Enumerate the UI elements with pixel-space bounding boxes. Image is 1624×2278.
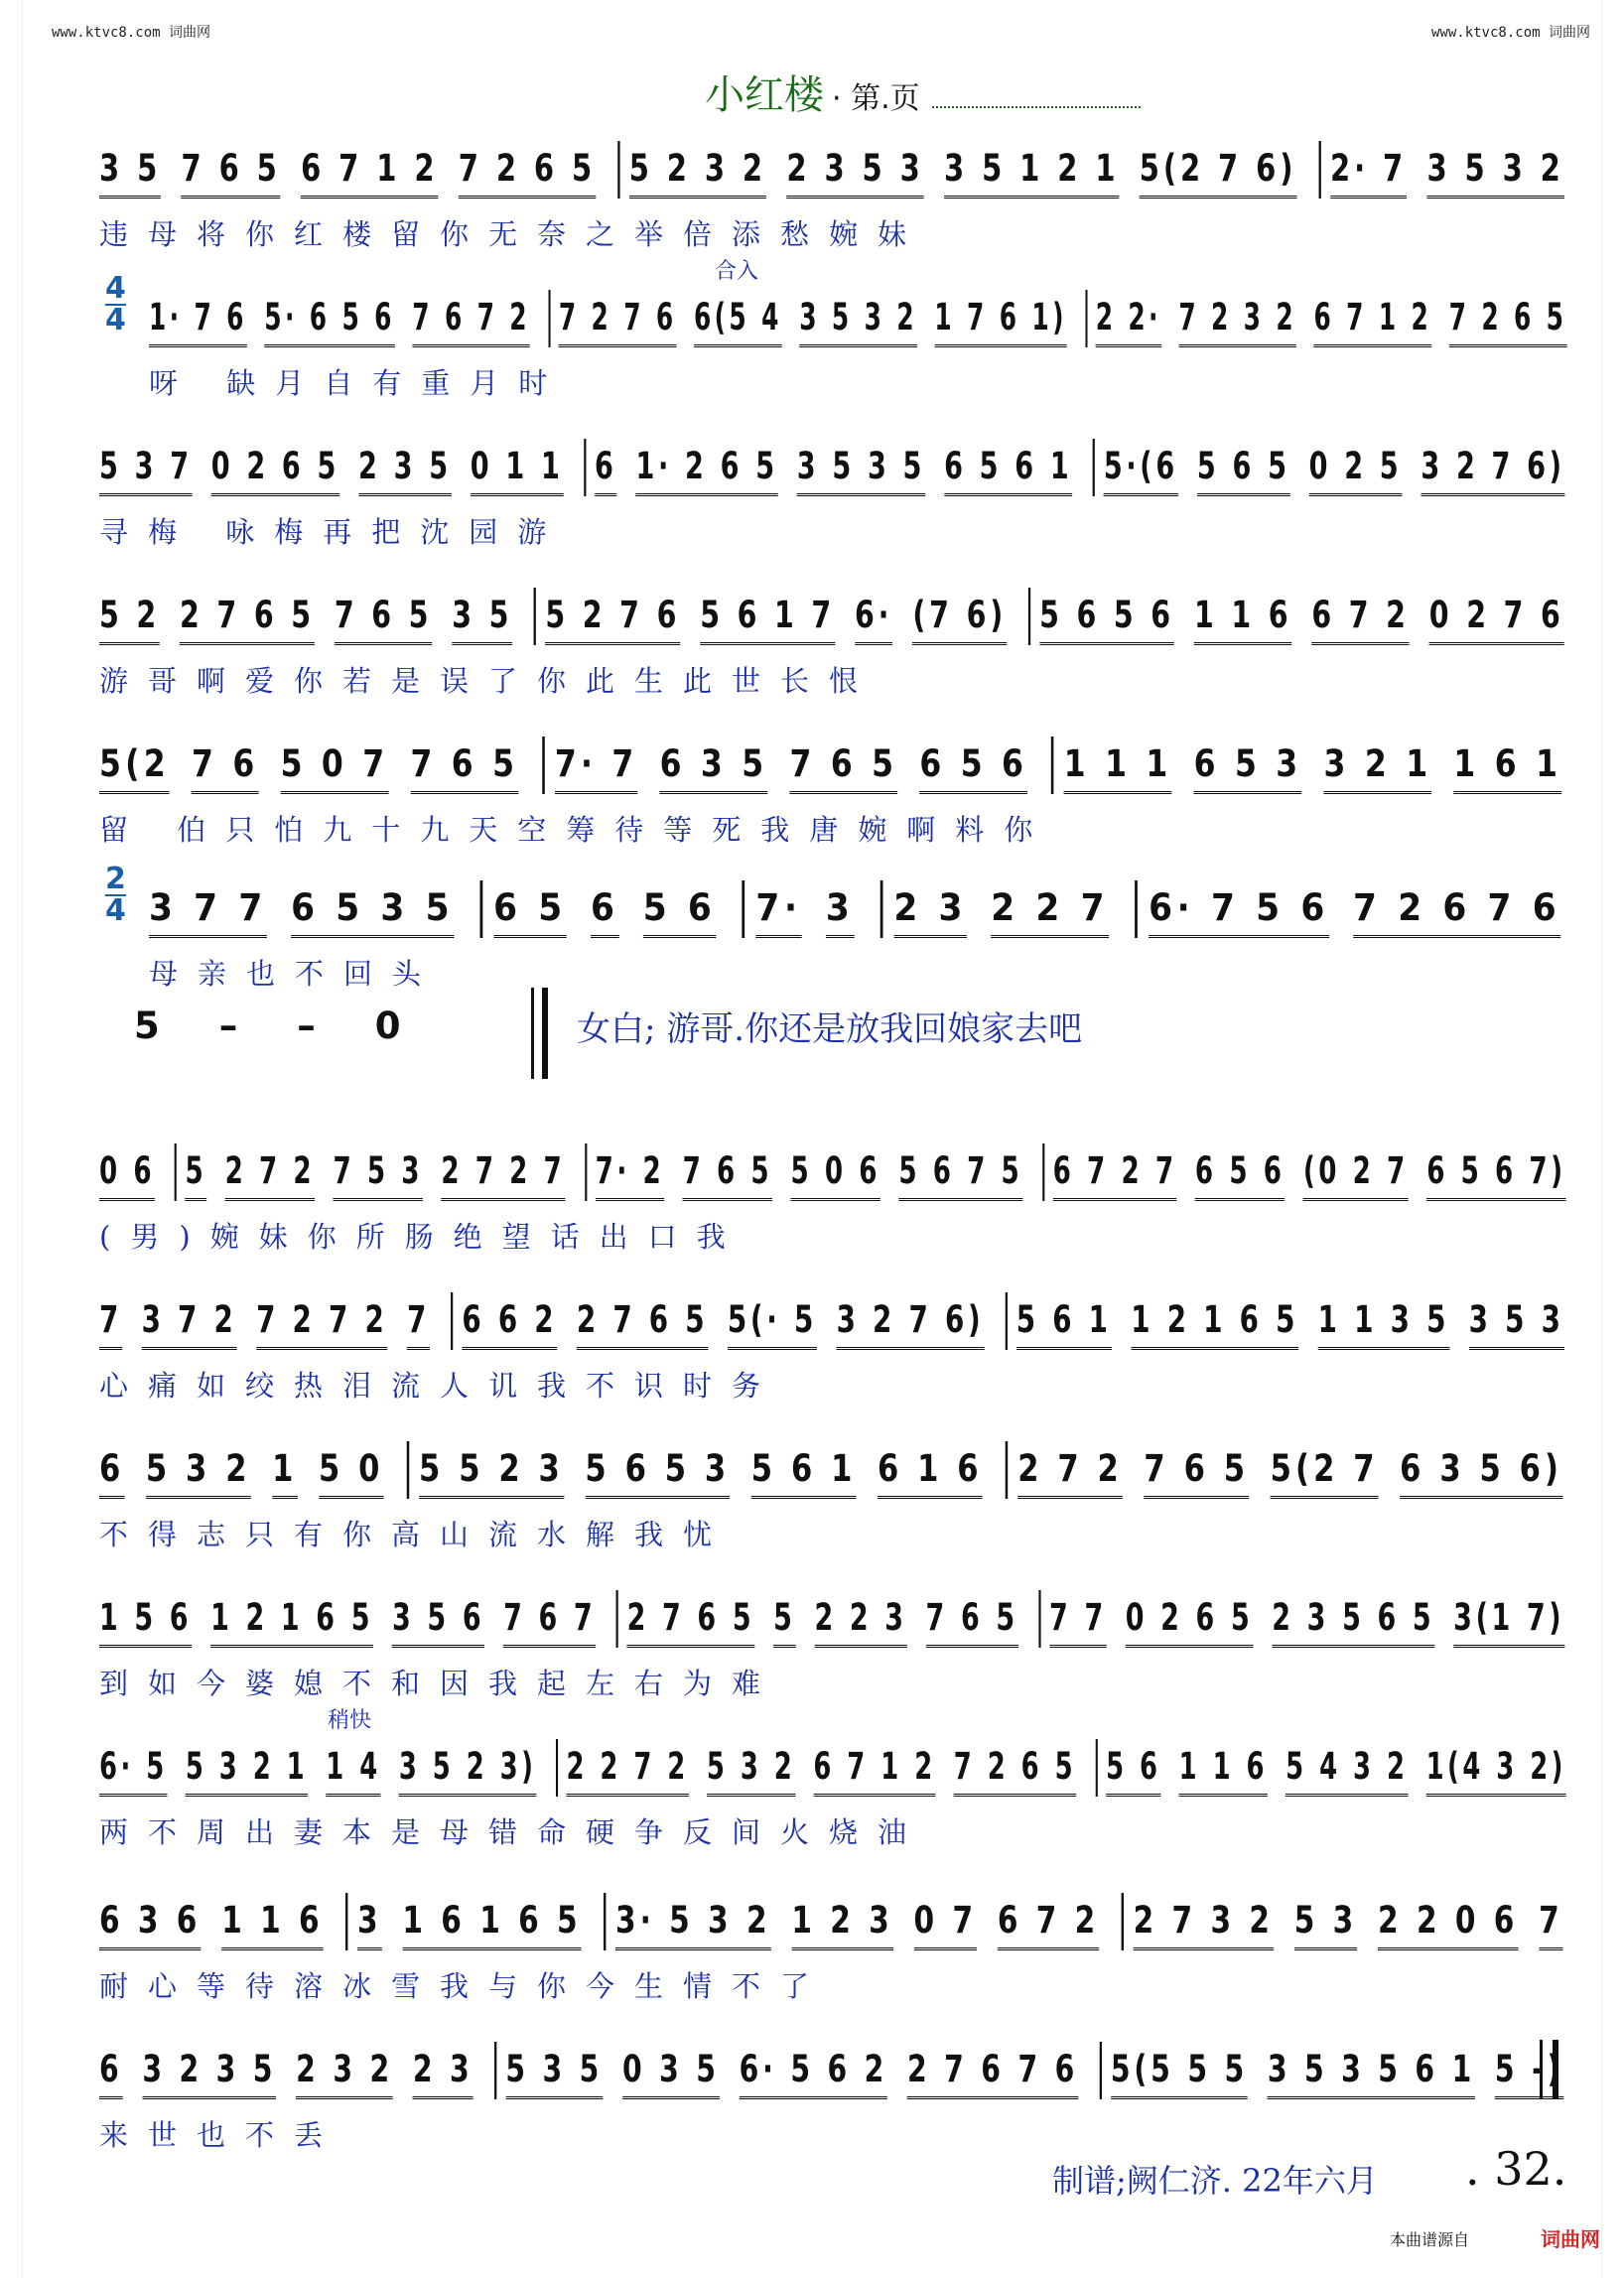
- note-group: 6 3 5: [660, 742, 768, 794]
- note-group: 2 7 6 5: [627, 1596, 755, 1648]
- note-group: 1 5 6: [99, 1596, 192, 1648]
- note-group: (0 2 7: [1303, 1149, 1409, 1201]
- note-group: 0 1 1: [471, 445, 564, 496]
- header-site-right[interactable]: www.ktvc8.com 词曲网: [1430, 25, 1590, 41]
- note-group: 5 6 5 3: [585, 1447, 730, 1499]
- note-group: 7 6 7: [503, 1596, 596, 1648]
- note-group: 6 5 6 1: [944, 445, 1072, 496]
- note-group: 5(2 7: [1271, 1447, 1379, 1499]
- notes-row: [149, 288, 1584, 347]
- note-group: 5 3 2: [707, 1745, 795, 1797]
- barline: [742, 880, 744, 938]
- double-barline: [531, 988, 548, 1079]
- note-group: 5: [773, 1596, 795, 1648]
- note-group: 7 2 6 5: [1449, 296, 1567, 347]
- note-group: 2 2 7: [991, 886, 1109, 938]
- lyrics-row: 游哥啊爱你若是误了你此生此世长恨: [99, 664, 879, 698]
- note-group: 3 2 1: [1324, 742, 1432, 794]
- notation-line: [99, 1141, 1566, 1261]
- barline: [1006, 1441, 1008, 1499]
- note-group: 1: [272, 1447, 297, 1499]
- notation-line: [99, 586, 1564, 705]
- notation-line: [105, 259, 1578, 407]
- note-group: 6 3 6: [99, 1899, 201, 1950]
- page-label: · 第.页: [832, 81, 920, 116]
- note-group: 6: [99, 1447, 124, 1499]
- note-group: 5 3: [1294, 1899, 1358, 1950]
- note-group: 2 7 2: [225, 1149, 315, 1201]
- notation-line: [99, 1708, 1566, 1856]
- time-signature-top: 4: [105, 271, 126, 306]
- note-group: 1 1 3 5: [1318, 1298, 1449, 1350]
- note-group: 7 2 6 5: [459, 147, 596, 199]
- spoken-line: 女白; 游哥.你还是放我回娘家去吧: [577, 1009, 1083, 1049]
- page-number: . 32.: [1465, 2142, 1567, 2196]
- note-group: 1 2 3: [791, 1899, 892, 1950]
- note-group: (7 6): [912, 594, 1007, 645]
- notation-line: [99, 1588, 1565, 1707]
- note-group: 3 5 6: [392, 1596, 484, 1648]
- notation-line: [99, 735, 1562, 854]
- note-group: 0 7: [914, 1899, 978, 1950]
- note-group: 7 6 5: [926, 1596, 1018, 1648]
- note-group: 3: [357, 1899, 382, 1950]
- note-group: 2 7 6 5: [577, 1298, 708, 1350]
- note-group: 6 5 3 5: [291, 886, 454, 938]
- note-group: 6· 5 6 2: [740, 2048, 888, 2099]
- note-group: 5 5 2 3: [419, 1447, 564, 1499]
- final-barline: [1540, 2040, 1558, 2099]
- barline: [542, 737, 545, 794]
- barline: [1038, 1590, 1040, 1648]
- barline: [1099, 2042, 1101, 2099]
- note-group: 5 6 1: [1016, 1298, 1112, 1350]
- note-group: 5(2 7 6): [1140, 147, 1297, 199]
- rest-note: 5: [134, 1005, 219, 1047]
- note-group: 2 2 0 6: [1378, 1899, 1518, 1950]
- note-group: 6 5 3: [1194, 742, 1302, 794]
- note-group: 6 1 6: [878, 1447, 983, 1499]
- note-group: 6 3 5 6): [1400, 1447, 1562, 1499]
- barline: [1318, 141, 1320, 199]
- transcriber-credit: 制谱;阙仁济. 22年六月: [1052, 2162, 1378, 2200]
- rest-notes: [134, 988, 461, 1047]
- rest-note: –: [218, 1005, 298, 1047]
- note-group: 7 2 6 7 6: [1353, 886, 1560, 938]
- note-group: 6 5 6: [919, 742, 1027, 794]
- notes-row: [99, 586, 1584, 645]
- barline: [584, 439, 586, 496]
- notation-line: [99, 437, 1565, 556]
- time-signature: [105, 271, 126, 337]
- note-group: 6: [99, 2048, 122, 2099]
- notes-row: [99, 437, 1584, 496]
- note-group: 5(2: [99, 742, 170, 794]
- note-group: 5 -): [1495, 2048, 1563, 2099]
- note-group: 6 5 6: [1195, 1149, 1285, 1201]
- notes-row: [99, 2040, 1583, 2099]
- note-group: 1· 7 6: [149, 296, 247, 347]
- tempo-marker: 合入: [715, 259, 759, 284]
- barline: [549, 290, 551, 347]
- barline: [880, 880, 882, 938]
- note-group: 5 3 5: [505, 2048, 603, 2099]
- note-group: 7 2 6 5: [954, 1745, 1076, 1797]
- lyrics-row: 违母将你红楼留你无奈之举倍添愁婉妹: [99, 217, 927, 251]
- barline: [1051, 737, 1054, 794]
- note-group: 6: [595, 445, 617, 496]
- note-group: 5 6 7 5: [898, 1149, 1022, 1201]
- note-group: 5 6 1 7: [700, 594, 835, 645]
- note-group: 5 6 1: [751, 1447, 857, 1499]
- note-group: 7: [1539, 1899, 1563, 1950]
- lyrics-row: 呀 缺月自有重月时: [149, 366, 568, 400]
- barline: [1042, 1143, 1044, 1201]
- time-signature-bottom: 4: [105, 893, 126, 928]
- note-group: 6 7 2 7: [1053, 1149, 1177, 1201]
- notes-row: [99, 1891, 1584, 1950]
- note-group: 5· 6 5 6: [264, 296, 395, 347]
- notes-row: [99, 1141, 1584, 1201]
- note-group: 7 6 5: [789, 742, 897, 794]
- notes-row: [99, 139, 1584, 199]
- title-block: [705, 64, 1141, 120]
- note-group: 5(5 5 5: [1111, 2048, 1248, 2099]
- note-group: 6· 5: [99, 1745, 168, 1797]
- lyrics-row: 不得志只有你高山流水解我忧: [99, 1518, 733, 1551]
- note-group: 3 5 2 3): [399, 1745, 537, 1797]
- note-group: 5 2: [99, 594, 160, 645]
- note-group: 7 2 7 6: [559, 296, 677, 347]
- barline: [175, 1143, 177, 1201]
- note-group: 7·: [755, 886, 801, 938]
- note-group: 1 6 1 6 5: [402, 1899, 581, 1950]
- note-group: 2 3 5 3: [786, 147, 923, 199]
- note-group: 2 3 5 6 5: [1272, 1596, 1434, 1648]
- note-group: 1 4: [326, 1745, 380, 1797]
- right-margin-strip: [1601, 0, 1624, 2278]
- notes-row: [99, 1290, 1583, 1350]
- header-site-left[interactable]: www.ktvc8.com 词曲网: [52, 25, 211, 41]
- note-group: 3 5 3 2: [1426, 147, 1563, 199]
- note-group: 0 6: [99, 1149, 155, 1201]
- note-group: 2 3 2: [296, 2048, 393, 2099]
- note-group: 3 5 3 5 6 1: [1268, 2048, 1475, 2099]
- note-group: 5 2 7 6: [545, 594, 680, 645]
- note-group: 6· 7 5 6: [1149, 886, 1329, 938]
- note-group: 5 3 2 1: [186, 1745, 308, 1797]
- lyrics-row: 寻梅 咏梅再把沈园游: [99, 515, 567, 549]
- note-group: 6·: [855, 594, 892, 645]
- lyrics-row: 心痛如绞热泪流人讥我不识时务: [99, 1369, 781, 1403]
- note-group: 1 7 6 1): [934, 296, 1066, 347]
- barline: [534, 588, 536, 645]
- note-group: 7 6 5: [182, 147, 281, 199]
- lyrics-row: (男)婉妹你所肠绝望话出口我: [99, 1220, 745, 1254]
- note-group: 5 0 6: [791, 1149, 880, 1201]
- note-group: 0 3 5: [622, 2048, 720, 2099]
- barline: [1093, 439, 1095, 496]
- note-group: 6 7 1 2: [1313, 296, 1431, 347]
- notation-line: [99, 1290, 1564, 1409]
- barline: [1086, 290, 1088, 347]
- rest-note: 0: [374, 1005, 461, 1047]
- note-group: 5 0 7: [281, 742, 389, 794]
- note-group: 6 7 2: [1311, 594, 1409, 645]
- note-group: 3 5 3 5: [797, 445, 925, 496]
- note-group: 7· 7: [555, 742, 638, 794]
- note-group: 5 3 7: [99, 445, 193, 496]
- barline: [585, 1143, 587, 1201]
- note-group: 1 1 1: [1064, 742, 1172, 794]
- barline: [479, 880, 482, 938]
- lyrics-row: 母亲也不回头: [149, 957, 442, 991]
- notation-line: [99, 2040, 1564, 2159]
- note-group: 6 7 1 2: [301, 147, 438, 199]
- note-group: 5(· 5: [728, 1298, 817, 1350]
- rest-note: –: [297, 1005, 375, 1047]
- note-group: 7: [407, 1298, 430, 1350]
- left-margin-strip: [0, 0, 23, 2278]
- lyrics-row: 留 伯只怕九十九天空筹待等死我唐婉啊料你: [99, 813, 1053, 847]
- note-group: 2 2 3: [814, 1596, 906, 1648]
- lyrics-row: 两不周出妻本是母错命硬争反间火烧油: [99, 1815, 927, 1849]
- note-group: 5 3 2: [146, 1447, 251, 1499]
- footer-brand[interactable]: 词曲网: [1541, 2227, 1600, 2251]
- note-group: 1 6 1: [1453, 742, 1561, 794]
- note-group: 3 2 3 5: [142, 2048, 276, 2099]
- barline: [494, 2042, 496, 2099]
- note-group: 5 6: [1106, 1745, 1160, 1797]
- score-title: 小红楼: [705, 72, 824, 118]
- note-group: 1 2 1 6 5: [1131, 1298, 1298, 1350]
- note-group: 2 7 6 7 6: [907, 2048, 1078, 2099]
- note-group: 6 6 2: [462, 1298, 557, 1350]
- lyrics-row: 耐心等待溶冰雪我与你今生情不了: [99, 1969, 830, 2003]
- note-group: 7· 2: [596, 1149, 665, 1201]
- note-group: 6 5 6 7): [1426, 1149, 1565, 1201]
- note-group: 0 2 5: [1309, 445, 1403, 496]
- note-group: 1 1 6: [1179, 1745, 1268, 1797]
- notes-row: [99, 1588, 1583, 1648]
- note-group: 6 7 1 2: [813, 1745, 935, 1797]
- note-group: 2 7 3 2: [1134, 1899, 1274, 1950]
- time-signature-top: 2: [105, 862, 126, 896]
- barline: [1122, 1893, 1124, 1950]
- note-group: 6: [591, 886, 619, 938]
- note-group: 5 0: [319, 1447, 384, 1499]
- note-group: 7 6 5: [1144, 1447, 1249, 1499]
- note-group: 1 1 6: [221, 1899, 323, 1950]
- note-group: 2 3: [893, 886, 967, 938]
- note-group: 3: [826, 886, 855, 938]
- barline: [1028, 588, 1030, 645]
- footer-source: 本曲谱源自: [1390, 2230, 1470, 2249]
- note-group: 7 2 3 2: [1178, 296, 1296, 347]
- time-signature-bottom: 4: [105, 303, 126, 337]
- barline: [616, 1590, 618, 1648]
- note-group: 3 7 2: [142, 1298, 237, 1350]
- note-group: 5 4 3 2: [1286, 1745, 1408, 1797]
- barline: [1005, 1292, 1007, 1350]
- note-group: 2 7 6 5: [180, 594, 315, 645]
- rest-line: [114, 988, 1544, 1087]
- note-group: 0 2 6 5: [211, 445, 339, 496]
- tempo-marker: 稍快: [328, 1708, 372, 1733]
- note-group: 6 7 2: [998, 1899, 1099, 1950]
- note-group: 6(5 4: [694, 296, 782, 347]
- note-group: 3 5 3: [1469, 1298, 1564, 1350]
- note-group: 3 7 7: [149, 886, 267, 938]
- note-group: 1· 2 6 5: [635, 445, 777, 496]
- time-signature: [105, 862, 126, 928]
- notes-row: [99, 1439, 1584, 1499]
- note-group: 0 2 7 6: [1429, 594, 1564, 645]
- barline: [604, 1893, 606, 1950]
- notes-row: [99, 1737, 1584, 1797]
- note-group: 7 6 5: [683, 1149, 772, 1201]
- note-group: 5: [186, 1149, 207, 1201]
- note-group: 3 2 7 6): [1421, 445, 1564, 496]
- note-group: 7 7: [1049, 1596, 1107, 1648]
- note-group: 3 5: [452, 594, 512, 645]
- notes-row: [99, 735, 1583, 794]
- barline: [345, 1893, 347, 1950]
- note-group: 2 7 2: [1017, 1447, 1123, 1499]
- notation-line: [99, 139, 1564, 258]
- note-group: 3 5 3 2: [799, 296, 917, 347]
- note-group: 2· 7: [1330, 147, 1407, 199]
- note-group: 2 7 2 7: [441, 1149, 565, 1201]
- notes-row: [149, 878, 1584, 938]
- lyrics-row: 来世也不丢: [99, 2118, 343, 2152]
- note-group: 5 6 5 6: [1039, 594, 1174, 645]
- note-group: 6 5: [493, 886, 567, 938]
- notation-line: [99, 1891, 1563, 2010]
- note-group: 7: [99, 1298, 122, 1350]
- note-group: 7 6 7 2: [412, 296, 530, 347]
- note-group: 7 6: [192, 742, 258, 794]
- barline: [556, 1739, 558, 1797]
- note-group: 3 5 1 2 1: [944, 147, 1119, 199]
- note-group: 5·(6: [1104, 445, 1178, 496]
- note-group: 1(4 3 2): [1426, 1745, 1566, 1797]
- note-group: 3· 5 3 2: [615, 1899, 771, 1950]
- barline: [617, 141, 619, 199]
- notation-line: [99, 1439, 1563, 1558]
- note-group: 2 3: [413, 2048, 474, 2099]
- barline: [451, 1292, 453, 1350]
- note-group: 5 2 3 2: [629, 147, 766, 199]
- lyrics-row: 到如今婆媳不和因我起左右为难: [99, 1667, 781, 1700]
- title-underline: [932, 88, 1141, 108]
- note-group: 7 6 5: [410, 742, 518, 794]
- note-group: 7 5 3: [334, 1149, 423, 1201]
- note-group: 1 1 6: [1194, 594, 1291, 645]
- note-group: 3 2 7 6): [837, 1298, 985, 1350]
- note-group: 0 2 6 5: [1126, 1596, 1254, 1648]
- note-group: 3(1 7): [1453, 1596, 1564, 1648]
- note-group: 7 2 7 2: [256, 1298, 387, 1350]
- note-group: 1 2 1 6 5: [210, 1596, 373, 1648]
- notation-line: [105, 862, 1578, 998]
- note-group: 7 6 5: [335, 594, 432, 645]
- barline: [1135, 880, 1138, 938]
- note-group: 2 2·: [1096, 296, 1161, 347]
- note-group: 5 6: [643, 886, 717, 938]
- note-group: 2 3 5: [358, 445, 452, 496]
- note-group: 2 2 7 2: [566, 1745, 688, 1797]
- note-group: 3 5: [99, 147, 161, 199]
- barline: [407, 1441, 409, 1499]
- barline: [1096, 1739, 1098, 1797]
- note-group: 5 6 5: [1197, 445, 1290, 496]
